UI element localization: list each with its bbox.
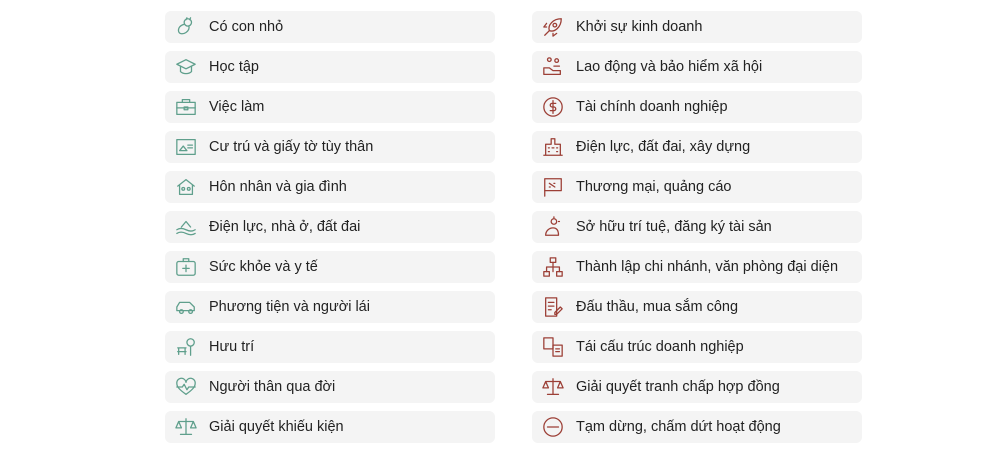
item-label: Giải quyết khiếu kiện [209, 419, 344, 435]
scales-icon [174, 415, 198, 439]
citizen-item[interactable] [165, 171, 495, 203]
org-chart-icon [541, 255, 565, 279]
item-label: Điện lực, nhà ở, đất đai [209, 219, 361, 235]
item-label: Cư trú và giấy tờ tùy thân [209, 139, 374, 155]
citizen-item[interactable] [165, 211, 495, 243]
item-label: Hôn nhân và gia đình [209, 179, 347, 195]
citizen-procedures-list [165, 11, 495, 451]
business-item[interactable] [532, 371, 862, 403]
business-item[interactable] [532, 51, 862, 83]
restructure-icon [541, 335, 565, 359]
business-item[interactable] [532, 91, 862, 123]
hand-people-icon [541, 55, 565, 79]
idea-person-icon [541, 215, 565, 239]
item-label: Thương mại, quảng cáo [576, 179, 732, 195]
business-item[interactable] [532, 171, 862, 203]
business-item[interactable] [532, 211, 862, 243]
heartbeat-icon [174, 375, 198, 399]
item-label: Lao động và bảo hiểm xã hội [576, 59, 763, 75]
business-item[interactable] [532, 291, 862, 323]
item-label: Học tập [209, 59, 259, 75]
item-label: Phương tiện và người lái [209, 299, 370, 315]
business-item[interactable] [532, 331, 862, 363]
citizen-item[interactable] [165, 331, 495, 363]
item-label: Thành lập chi nhánh, văn phòng đại diện [576, 259, 839, 275]
billboard-icon [541, 175, 565, 199]
citizen-item[interactable] [165, 11, 495, 43]
document-pen-icon [541, 295, 565, 319]
citizen-item[interactable] [165, 91, 495, 123]
item-label: Hưu trí [209, 339, 255, 355]
item-label: Việc làm [209, 99, 265, 115]
item-label: Tạm dừng, chấm dứt hoạt động [576, 419, 781, 435]
item-label: Người thân qua đời [209, 379, 336, 395]
citizen-item[interactable] [165, 251, 495, 283]
citizen-item[interactable] [165, 371, 495, 403]
item-label: Khởi sự kinh doanh [576, 19, 703, 35]
business-item[interactable] [532, 411, 862, 443]
business-procedures-list [532, 11, 862, 451]
baby-icon [174, 15, 198, 39]
retirement-bench-icon [174, 335, 198, 359]
item-label: Sở hữu trí tuệ, đăng ký tài sản [576, 219, 772, 235]
business-item[interactable] [532, 11, 862, 43]
business-item[interactable] [532, 131, 862, 163]
item-label: Đấu thầu, mua sắm công [576, 299, 739, 315]
graduation-cap-icon [174, 55, 198, 79]
car-icon [174, 295, 198, 319]
family-home-icon [174, 175, 198, 199]
briefcase-icon [174, 95, 198, 119]
business-item[interactable] [532, 251, 862, 283]
citizen-item[interactable] [165, 51, 495, 83]
item-label: Tài chính doanh nghiệp [576, 99, 728, 115]
rocket-icon [541, 15, 565, 39]
building-icon [541, 135, 565, 159]
item-label: Có con nhỏ [209, 19, 284, 35]
dollar-circle-icon [541, 95, 565, 119]
id-card-icon [174, 135, 198, 159]
item-label: Sức khỏe và y tế [209, 259, 318, 275]
minus-circle-icon [541, 415, 565, 439]
land-icon [174, 215, 198, 239]
citizen-item[interactable] [165, 411, 495, 443]
item-label: Giải quyết tranh chấp hợp đồng [576, 379, 780, 395]
citizen-item[interactable] [165, 131, 495, 163]
scales-icon [541, 375, 565, 399]
item-label: Điện lực, đất đai, xây dựng [576, 139, 751, 155]
medical-kit-icon [174, 255, 198, 279]
citizen-item[interactable] [165, 291, 495, 323]
item-label: Tái cấu trúc doanh nghiệp [576, 339, 744, 355]
